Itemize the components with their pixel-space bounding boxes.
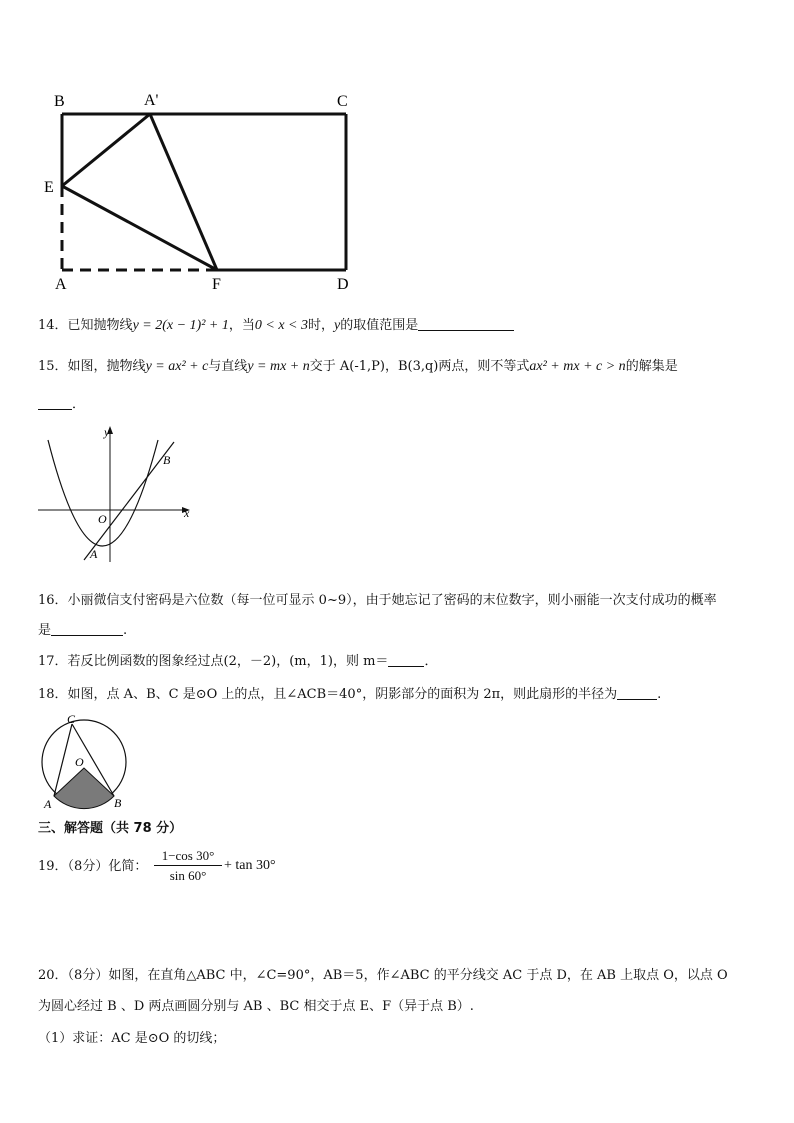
label-B: B	[54, 93, 65, 110]
point-B-label: B	[163, 453, 171, 467]
label-E: E	[44, 179, 54, 196]
q14-formula: y = 2(x − 1)² + 1	[132, 318, 229, 333]
q15-post: 交于 A(-1,P)，B(3,q)两点，则不等式	[309, 359, 530, 374]
q19-numerator: 1−cos 30°	[154, 848, 222, 866]
label-A: A	[55, 276, 67, 293]
question-15	[38, 358, 678, 376]
point-A-label: A	[90, 547, 98, 561]
circle-sector-figure	[36, 710, 136, 814]
q18-number: 18．	[38, 687, 68, 702]
q16-number: 16．	[38, 593, 68, 608]
label-D: D	[337, 276, 349, 293]
axis-x-label: x	[184, 506, 190, 520]
q14-pre: 已知抛物线	[67, 318, 133, 333]
question-20	[38, 967, 728, 985]
q17-answer-blank[interactable]	[388, 653, 424, 667]
q14-variable: y	[334, 318, 341, 333]
question-17	[38, 653, 437, 671]
fold-rectangle-figure	[40, 88, 370, 298]
q17-end: ．	[424, 654, 438, 669]
q14-answer-blank[interactable]	[418, 317, 514, 331]
question-15-line2	[38, 396, 85, 414]
q16-line1: 小丽微信支付密码是六位数（每一位可显示 0~9），由于她忘记了密码的末位数字，则小丽能一次支付成功的概率	[67, 593, 717, 608]
question-18	[38, 686, 661, 704]
q14-post2: 的取值范围是	[340, 318, 419, 333]
question-16	[38, 592, 717, 610]
q16-end: .	[123, 623, 128, 638]
fig18-label-C: C	[67, 712, 76, 726]
q14-mid: ，当	[228, 318, 255, 333]
fig18-label-O: O	[75, 755, 84, 769]
q19-tail: + tan 30°	[224, 858, 276, 873]
q15-pre: 如图，抛物线	[67, 359, 146, 374]
q18-end: .	[657, 687, 662, 702]
q14-condition: 0 < x < 3	[254, 318, 308, 333]
fig18-label-A: A	[44, 797, 52, 811]
q17-text: 若反比例函数的图象经过点(2，－2)，(m，1)，则 m＝	[67, 654, 389, 669]
axis-y-label: y	[104, 425, 110, 439]
parabola-line-figure	[34, 422, 196, 564]
q15-end: ．	[72, 397, 86, 412]
q16-line2: 是	[38, 623, 52, 638]
fig18-label-B: B	[114, 796, 122, 810]
q15-line: y = mx + n	[247, 359, 310, 374]
label-A-prime: A'	[144, 92, 159, 109]
question-16-line2	[38, 622, 127, 640]
q18-answer-blank[interactable]	[617, 686, 657, 700]
q16-answer-blank[interactable]	[51, 622, 123, 636]
q15-parabola: y = ax² + c	[145, 359, 209, 374]
q20-number: 20．	[38, 968, 68, 983]
section-heading: 三、解答题（共 78 分）	[38, 821, 183, 836]
q19-denominator: sin 60°	[169, 868, 207, 883]
q15-number: 15．	[38, 359, 68, 374]
q18-text: 如图，点 A、B、C 是⊙O 上的点，且∠ACB＝40°，阴影部分的面积为 2π，则此扇形的半径为	[67, 687, 618, 702]
q20-line2: 为圆心经过 B 、D 两点画圆分别与 AB 、BC 相交于点 E、F（异于点 B）.	[38, 999, 474, 1014]
label-C: C	[337, 93, 348, 110]
q15-inequality: ax² + mx + c > n	[529, 359, 626, 374]
question-20-line2	[38, 998, 474, 1016]
q19-number: 19．	[38, 859, 68, 874]
question-19	[38, 858, 147, 876]
q20-line1: （8分）如图，在直角△ABC 中，∠C=90°，AB＝5，作∠ABC 的平分线交 AC 于点 D，在 AB 上取点 O，以点 O	[67, 968, 728, 983]
q15-post2: 的解集是	[625, 359, 678, 374]
q19-fraction	[154, 848, 222, 884]
origin-label: O	[98, 512, 107, 526]
question-20-sub1	[38, 1030, 225, 1048]
q19-text: （8分）化简：	[67, 859, 148, 874]
label-F: F	[212, 276, 221, 293]
q14-number: 14．	[38, 318, 68, 333]
question-14	[38, 317, 514, 335]
q17-number: 17．	[38, 654, 68, 669]
q14-post: 时，	[307, 318, 334, 333]
q15-mid: 与直线	[208, 359, 248, 374]
q15-answer-blank[interactable]	[38, 396, 72, 410]
q20-sub1: （1）求证：AC 是⊙O 的切线；	[38, 1031, 226, 1046]
